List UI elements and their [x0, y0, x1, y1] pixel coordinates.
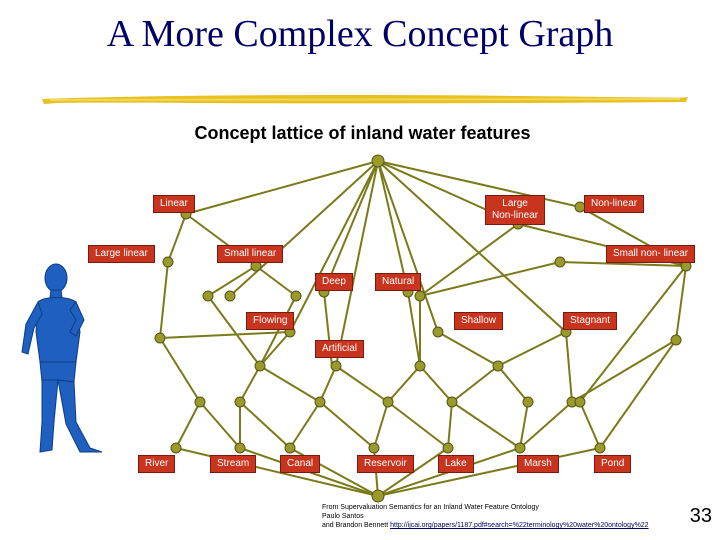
- node-label-shallow: Shallow: [454, 312, 503, 330]
- lattice-node: [595, 443, 605, 453]
- node-label-stream: Stream: [210, 455, 256, 473]
- lattice-node: [447, 397, 457, 407]
- diagram-title: Concept lattice of inland water features: [194, 123, 531, 143]
- lattice-node: [369, 443, 379, 453]
- node-label-large-nonlinear: Large Non-linear: [485, 195, 545, 225]
- lattice-node: [235, 443, 245, 453]
- node-label-small-nonlinear: Small non- linear: [606, 245, 695, 263]
- citation-line-coauthor: [322, 521, 649, 530]
- lattice-node: [493, 361, 503, 371]
- lattice-node: [443, 443, 453, 453]
- node-label-artificial: Artificial: [315, 340, 364, 358]
- node-label-river: River: [138, 455, 175, 473]
- lattice-node: [171, 443, 181, 453]
- lattice-node: [285, 443, 295, 453]
- citation: [322, 503, 649, 530]
- lattice-node: [515, 443, 525, 453]
- lattice-node: [433, 327, 443, 337]
- node-label-large-linear: Large linear: [88, 245, 155, 263]
- lattice-node-bottom: [372, 490, 384, 502]
- lattice-node-top: [372, 155, 384, 167]
- citation-coauthor-text: and Brandon Bennett: [322, 522, 391, 529]
- node-label-natural: Natural: [375, 273, 421, 291]
- node-label-marsh: Marsh: [517, 455, 559, 473]
- lattice-node: [415, 291, 425, 301]
- lattice-node: [415, 361, 425, 371]
- standing-person-figure-icon: [18, 262, 108, 462]
- node-label-stagnant: Stagnant: [563, 312, 617, 330]
- lattice-node: [671, 335, 681, 345]
- node-label-small-linear: Small linear: [217, 245, 283, 263]
- lattice-node: [235, 397, 245, 407]
- node-label-linear: Linear: [153, 195, 195, 213]
- citation-line-author: Paulo Santos: [322, 513, 364, 520]
- lattice-node: [291, 291, 301, 301]
- node-label-flowing: Flowing: [246, 312, 294, 330]
- slide-title: A More Complex Concept Graph: [106, 13, 614, 55]
- lattice-node: [331, 361, 341, 371]
- lattice-node: [555, 257, 565, 267]
- lattice-node: [203, 291, 213, 301]
- node-label-lake: Lake: [438, 455, 474, 473]
- lattice-node: [315, 397, 325, 407]
- node-label-reservoir: Reservoir: [357, 455, 414, 473]
- lattice-node: [575, 397, 585, 407]
- node-label-pond: Pond: [594, 455, 631, 473]
- lattice-node: [225, 291, 235, 301]
- citation-link[interactable]: http://ijcai.org/papers/1187.pdf#search=%22terminology%20water%20ontology%22: [390, 522, 649, 529]
- lattice-node: [163, 257, 173, 267]
- lattice-node: [255, 361, 265, 371]
- node-label-deep: Deep: [315, 273, 353, 291]
- lattice-node: [155, 333, 165, 343]
- node-label-nonlinear: Non-linear: [584, 195, 644, 213]
- citation-line-title: From Supervaluation Semantics for an Inland Water Feature Ontology: [322, 504, 539, 511]
- page-number: 33: [689, 505, 712, 527]
- node-label-canal: Canal: [280, 455, 320, 473]
- lattice-node: [523, 397, 533, 407]
- lattice-node: [195, 397, 205, 407]
- lattice-node: [383, 397, 393, 407]
